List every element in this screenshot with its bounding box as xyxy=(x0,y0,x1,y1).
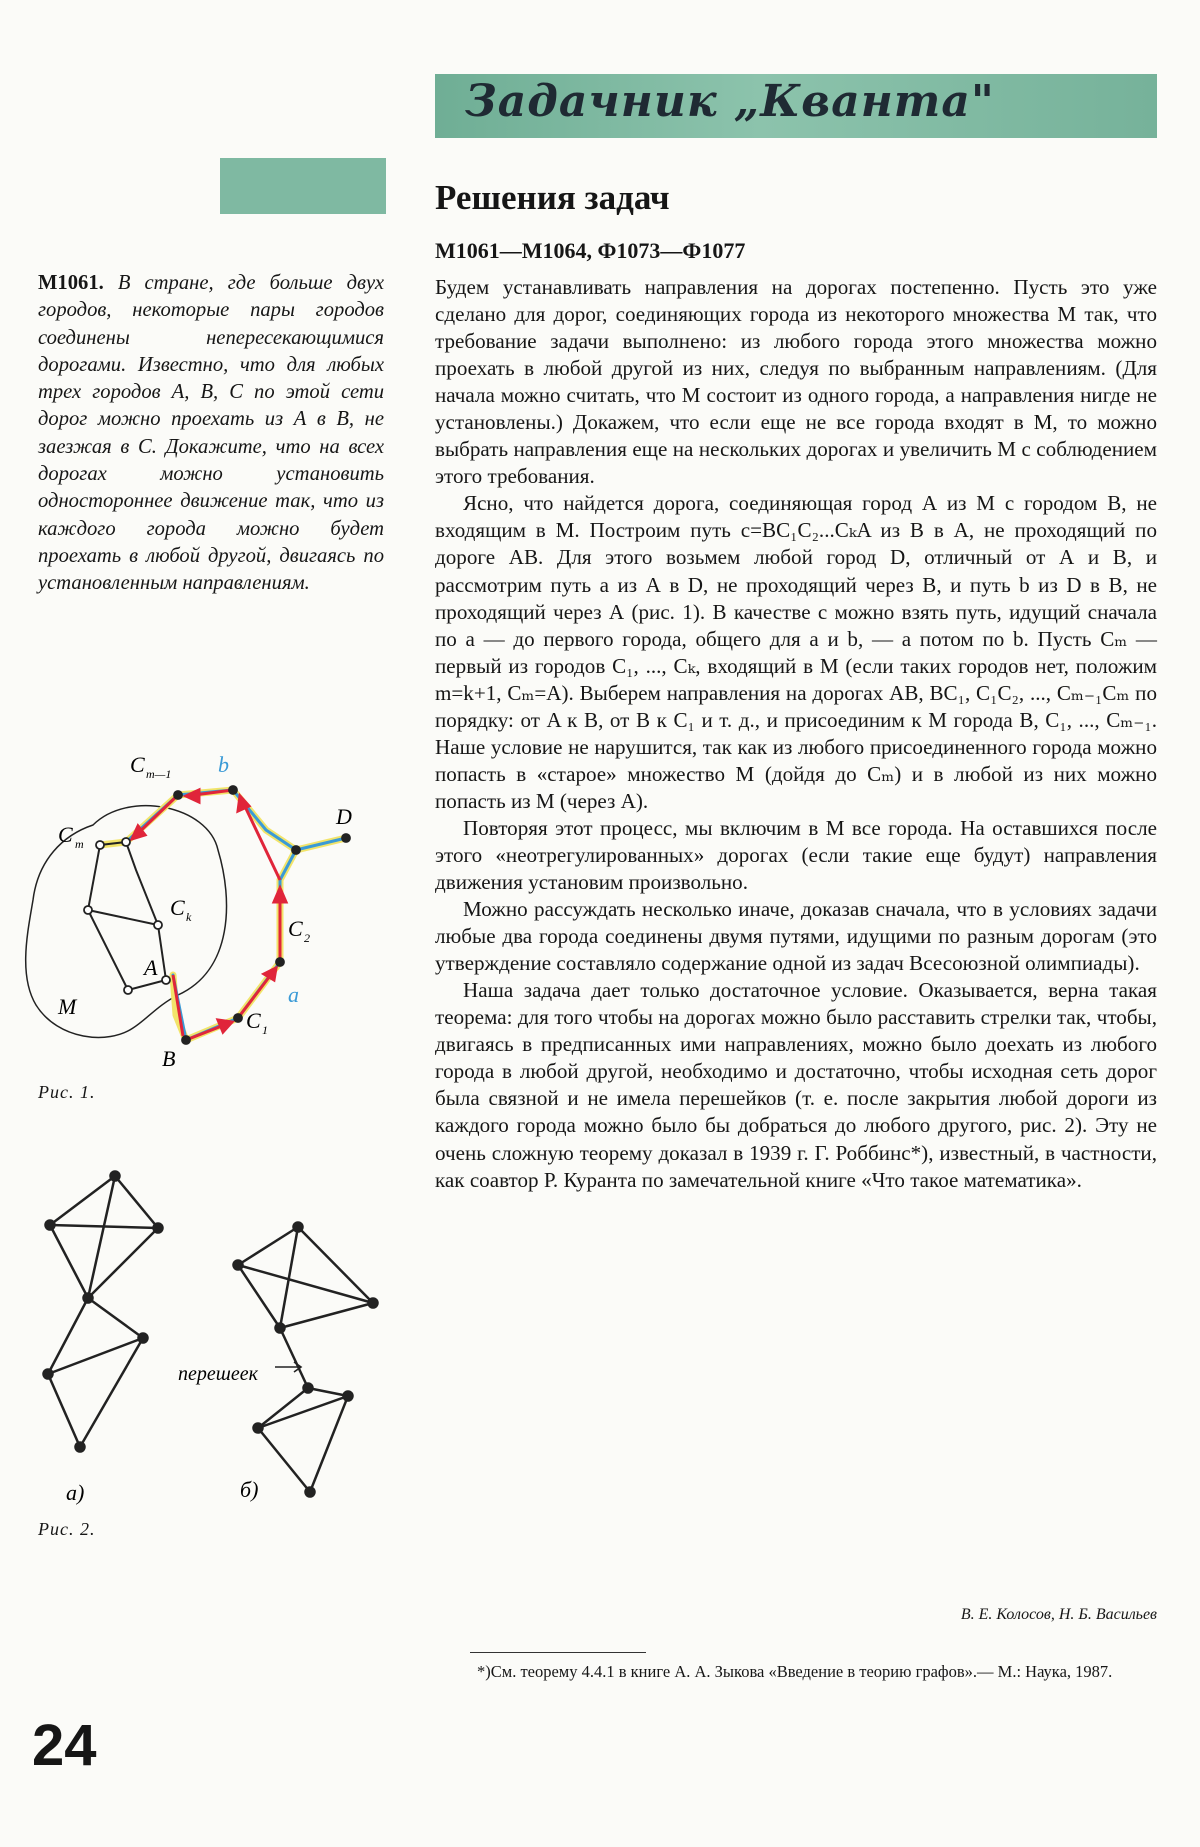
label-isthmus: перешеек xyxy=(178,1363,258,1385)
path-a xyxy=(173,850,296,1040)
graph-nodes xyxy=(84,786,350,1044)
label-c2-sub: 2 xyxy=(304,931,310,945)
page-subtitle: М1061—М1064, Ф1073—Ф1077 xyxy=(435,238,746,263)
label-cm: C xyxy=(58,822,73,847)
problem-text: В стране, где больше двух городов, некоторые пары городов соединены непересекающимися дорогами. Известно, что для любых трех городов А, В, С по этой сети дорог можно проехать из А в В, не заезжая в С. Докажите, что на всех дорогах можно установить одностороннее движение так, что из каждого города можно будет проехать в любой другой, двигаясь по установленным направлениям. xyxy=(38,272,385,595)
label-c2: C xyxy=(288,916,303,941)
side-decor-block xyxy=(220,158,386,214)
solution-body xyxy=(435,274,1157,1194)
solution-paragraph: Наша задача дает только достаточное условие. Оказывается, верна такая теорема: для того чтобы на дорогах можно было расставить стрелки так, чтобы, двигаясь в предписанных ими направлениях, можно было доехать из любого города в любой другой, необходимо и достаточно, чтобы исходная сеть дорог была связной и не имела перешейков (т. е. после закрытия любой дороги из каждого города можно было бы добраться до любого другого, рис. 2). Эту не очень сложную теорему доказал в 1939 г. Г. Роббинс*), известный, в частности, как соавтор Р. Куранта по замечательной книге «Что такое математика». xyxy=(435,978,1157,1192)
figure-2 xyxy=(18,1160,388,1530)
figure-1 xyxy=(18,750,388,1080)
figure-2-caption: Рис. 2. xyxy=(38,1519,96,1539)
page-title: Решения задач xyxy=(435,178,670,217)
footnote-divider xyxy=(470,1652,646,1653)
label-path-a: a xyxy=(288,982,299,1007)
label-a-city: A xyxy=(144,955,158,980)
label-c1-sub: 1 xyxy=(262,1023,268,1037)
label-cm-sub: m xyxy=(75,837,84,851)
solution-paragraph: Ясно, что найдется дорога, соединяющая город А из М с городом В, не входящим в М. Построим путь c=BC₁C₂...CₖA из В в А, не проходящий по дороге АВ. Для этого возьмем любой город D, отличный от А и В, и рассмотрим путь a из А в D, не проходящий через В, и путь b из D в В, не проходящий через А (рис. 1). В качестве c можно взять путь, идущий сначала по a — до первого города, общего для a и b, — а потом по b. Пусть Cₘ — первый из городов C₁, ..., Cₖ, входящий в М (если таких городов нет, положим m=k+1, Cₘ=A). Выберем направления на дорогах AB, BC₁, C₁C₂, ..., Cₘ₋₁Cₘ по порядку: от A к B, от B к C₁ и т. д., и присоединим к M города B, C₁, ..., Cₘ₋₁. Наше условие не нарушится, так как из любого присоединенного города можно попасть в «старое» множество M (дойдя до Cₘ) и в любой из них можно попасть из M (через A). xyxy=(435,491,1157,813)
problem-statement xyxy=(38,270,384,598)
banner-title: Задачник „Кванта" xyxy=(465,76,995,127)
label-m-set: M xyxy=(58,994,77,1019)
solution-paragraph: Можно рассуждать несколько иначе, доказав сначала, что в условиях задачи любые два города соединены двумя путями, идущими по разным дорогам (это утверждение составляло содержание одной из задач Всесоюзной олимпиады). xyxy=(435,897,1157,976)
figure-1-caption: Рис. 1. xyxy=(38,1082,96,1102)
label-d: D xyxy=(336,804,352,829)
label-fig2-a: а) xyxy=(66,1480,85,1505)
label-fig2-b: б) xyxy=(240,1477,259,1502)
graph-a xyxy=(44,1172,163,1452)
label-ck-sub: k xyxy=(186,910,192,924)
isthmus-arrow xyxy=(275,1362,301,1372)
label-path-b: b xyxy=(218,752,229,777)
label-cm1-sub: m—1 xyxy=(146,767,172,781)
label-c1: C xyxy=(246,1008,261,1033)
problem-label: М1061. xyxy=(38,272,104,294)
graph-b xyxy=(234,1223,378,1497)
footnote: *)См. теорему 4.4.1 в книге А. А. Зыкова «Введение в теорию графов».— М.: Наука, 1987. xyxy=(477,1662,1113,1681)
solution-paragraph: Повторяя этот процесс, мы включим в M все города. На оставшихся после этого «неотрегулированных» дорогах (если такие еще будут) направления движения установим произвольно. xyxy=(435,815,1157,895)
label-b-city: B xyxy=(162,1046,176,1071)
label-cm1: C xyxy=(130,752,145,777)
solution-paragraph: Будем устанавливать направления на дорогах постепенно. Пусть это уже сделано для дорог, соединяющих города из некоторого множества М так, что требование задачи выполнено: из любого города этого множества можно проехать в любой другой из них, следуя по выбранным направлениям. (Для начала можно считать, что М состоит из одного города, а направления нигде не установлены.) Докажем, что если еще не все города входят в М, то можно выбрать направления еще на нескольких дорогах и увеличить М с соблюдением этого требования. xyxy=(435,275,1157,489)
header-banner xyxy=(435,74,1157,138)
path-b xyxy=(100,790,346,850)
page-number: 24 xyxy=(32,1713,97,1778)
label-ck: C xyxy=(170,895,185,920)
author-signature: В. Е. Колосов, Н. Б. Васильев xyxy=(960,1606,1157,1623)
